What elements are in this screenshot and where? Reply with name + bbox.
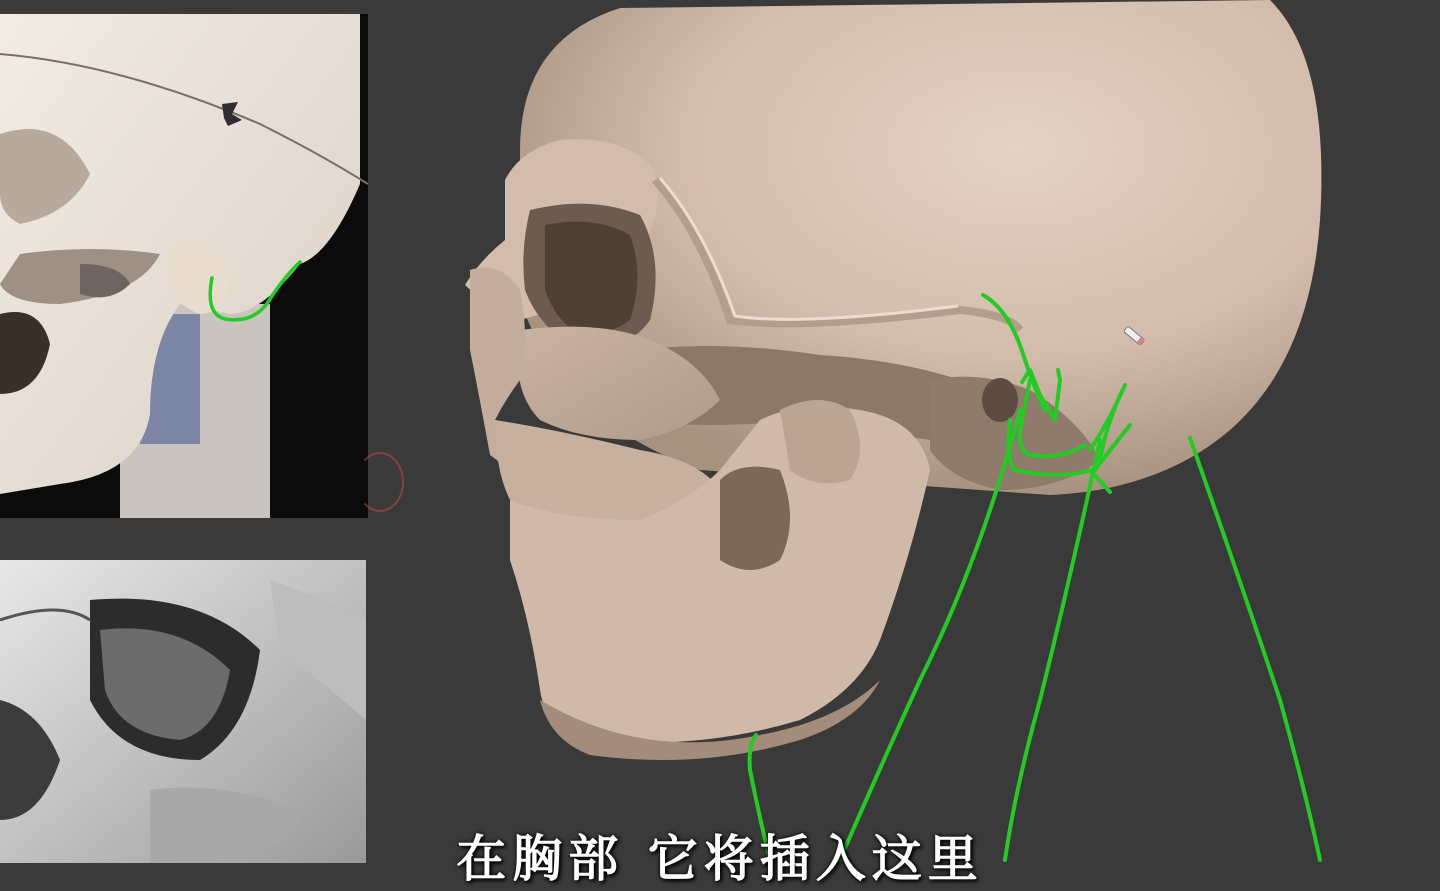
subtitle-caption: 在胸部 它将插入这里 bbox=[456, 830, 984, 888]
